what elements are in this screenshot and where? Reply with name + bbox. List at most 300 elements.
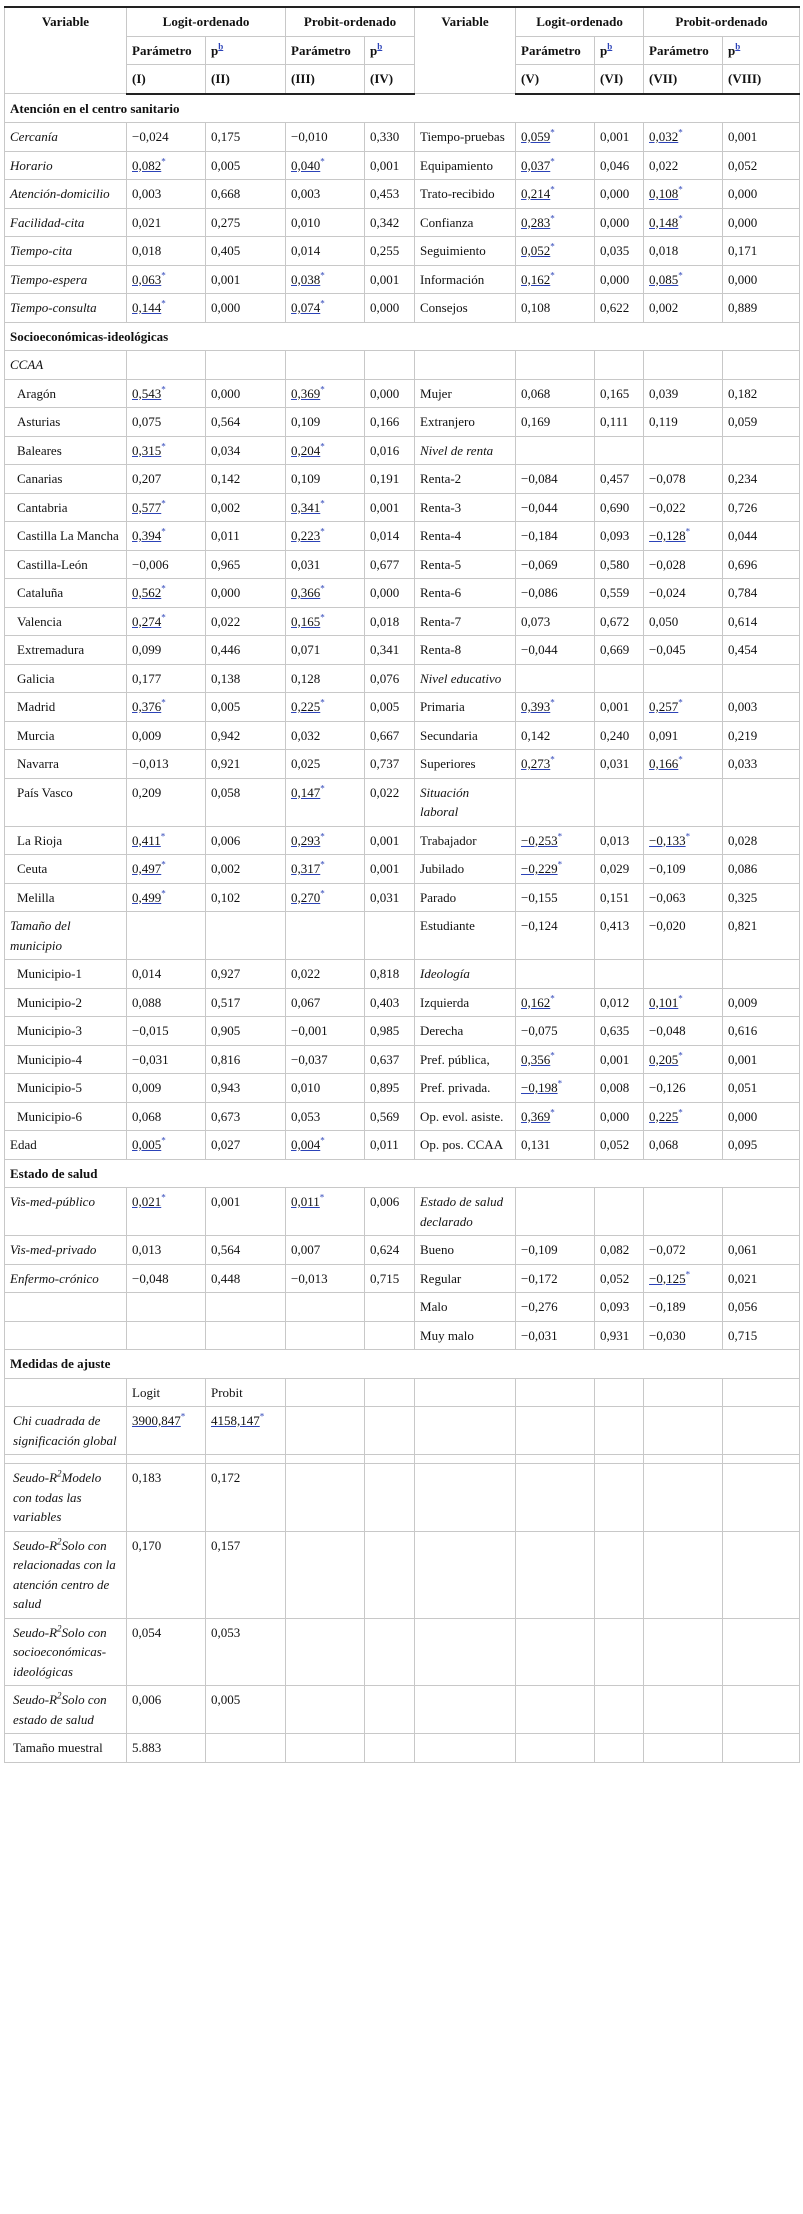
cell-value: 0,453 — [370, 186, 400, 201]
significance-star[interactable]: * — [161, 583, 166, 594]
value-cell-right — [516, 778, 595, 826]
value-cell-right — [516, 408, 595, 437]
cell-value: 0,622 — [600, 300, 630, 315]
value-cell-right — [595, 265, 644, 294]
cell-value: 0,342 — [370, 214, 400, 230]
value-cell-right — [595, 379, 644, 408]
value-cell-left — [206, 294, 286, 323]
significance-star[interactable]: * — [320, 697, 325, 708]
cell-value: 0,003 — [291, 186, 321, 201]
cell-value: 0,005 — [211, 157, 241, 173]
significance-star[interactable]: * — [550, 697, 555, 708]
cell-value: 0,171 — [728, 243, 758, 258]
value-cell-left — [286, 208, 365, 237]
cell-value: 0,341 — [370, 642, 400, 657]
significance-star[interactable]: * — [161, 298, 166, 309]
cell-value: 0,031 — [291, 556, 321, 572]
cell-value: 0,052 — [600, 1137, 630, 1152]
cell-value: 0,058 — [211, 784, 241, 800]
section-title: Atención en el centro sanitario — [5, 94, 800, 123]
fit-label — [5, 1734, 127, 1763]
value-cell-left — [206, 579, 286, 608]
cell-value: 0,207 — [132, 471, 162, 486]
cell-value: 0,088 — [132, 994, 162, 1010]
significance-star[interactable]: * — [320, 498, 325, 509]
value-cell-left — [127, 265, 206, 294]
value-cell-left — [127, 1321, 206, 1350]
value-cell-left — [286, 1102, 365, 1131]
significance-star[interactable]: * — [320, 384, 325, 395]
cell-value: 0,223 — [291, 528, 321, 543]
cell-value: 0,051 — [728, 1080, 758, 1095]
table-row — [5, 883, 800, 912]
significance-star[interactable]: * — [685, 1269, 691, 1280]
cell-value: 0,052 — [600, 1270, 630, 1286]
significance-star[interactable]: * — [550, 1107, 555, 1118]
cell-value: 0,007 — [291, 1242, 321, 1257]
value-cell-right — [723, 1188, 800, 1236]
significance-star[interactable]: * — [161, 526, 166, 537]
value-cell-right — [595, 855, 644, 884]
value-cell-right — [516, 750, 595, 779]
significance-star[interactable]: * — [320, 888, 325, 899]
variable-right: Primaria — [415, 693, 516, 722]
significance-star[interactable]: * — [550, 270, 555, 281]
fit-row — [5, 1464, 800, 1532]
value-cell-right — [595, 294, 644, 323]
superscript: 2 — [57, 1536, 62, 1547]
value-cell-left — [365, 180, 415, 209]
p-label: p — [728, 42, 736, 58]
table-row — [5, 294, 800, 323]
cell-value: 0,038 — [291, 271, 321, 287]
significance-star[interactable]: * — [685, 526, 691, 537]
significance-star[interactable]: * — [161, 612, 166, 623]
value-cell-left — [286, 550, 365, 579]
value-cell-left — [127, 636, 206, 665]
value-cell-left — [365, 607, 415, 636]
variable-right: Malo — [415, 1293, 516, 1322]
cell-value: 0,010 — [291, 1080, 321, 1095]
cell-value: 0,002 — [211, 861, 241, 876]
value-cell-right — [595, 1045, 644, 1074]
cell-value: 0,018 — [132, 243, 162, 258]
cell-value: −0,030 — [649, 1327, 686, 1343]
cell-value: 0,177 — [132, 670, 162, 686]
value-cell-left — [365, 379, 415, 408]
significance-star[interactable]: * — [557, 831, 563, 842]
value-cell-right — [723, 351, 800, 380]
variable-left: Enfermo-crónico — [5, 1264, 127, 1293]
fit-logit-value — [127, 1464, 206, 1532]
cell-value: 0,205 — [649, 1051, 679, 1067]
cell-value: 0,821 — [728, 918, 758, 933]
significance-star[interactable]: * — [320, 583, 325, 594]
value-cell-right — [644, 351, 723, 380]
significance-star[interactable]: * — [161, 156, 166, 167]
param-label: Parámetro — [649, 42, 709, 58]
value-cell-left — [286, 1264, 365, 1293]
value-cell-right — [516, 180, 595, 209]
table-row — [5, 1293, 800, 1322]
significance-star[interactable]: * — [161, 498, 166, 509]
fit-logit-value — [127, 1686, 206, 1734]
significance-star[interactable]: * — [320, 156, 325, 167]
significance-star[interactable]: * — [161, 384, 166, 395]
value-cell-right — [595, 912, 644, 960]
cell-value: −0,044 — [521, 499, 558, 515]
value-cell-left — [286, 522, 365, 551]
cell-value: −0,084 — [521, 471, 558, 486]
value-cell-left — [206, 1264, 286, 1293]
cell-value: 0,715 — [370, 1270, 400, 1286]
significance-star[interactable]: * — [320, 783, 325, 794]
value-cell-left — [127, 436, 206, 465]
cell-value: 0,108 — [521, 300, 551, 315]
cell-value: 0,182 — [728, 385, 758, 401]
significance-star[interactable]: * — [557, 859, 563, 870]
value-cell-right — [516, 1236, 595, 1265]
section-title: Estado de salud — [5, 1159, 800, 1188]
cell-value: −0,086 — [521, 585, 558, 600]
value-cell-left — [206, 465, 286, 494]
significance-star[interactable]: * — [550, 1050, 555, 1061]
significance-star[interactable]: * — [550, 993, 555, 1004]
cell-value: 0,172 — [211, 1470, 241, 1485]
significance-star[interactable]: * — [320, 270, 325, 281]
footnote-b-link[interactable]: b — [218, 41, 224, 52]
cell-value: −0,028 — [649, 556, 686, 572]
cell-value: 0,690 — [600, 499, 630, 515]
table-body — [5, 94, 800, 1763]
variable-right: Op. pos. CCAA — [415, 1131, 516, 1160]
variable-right — [415, 351, 516, 380]
value-cell-right — [723, 664, 800, 693]
value-cell-left — [206, 826, 286, 855]
cell-value: 0,257 — [649, 699, 679, 714]
empty-cell — [516, 1407, 595, 1455]
cell-value: 0,056 — [728, 1299, 758, 1314]
table-row — [5, 265, 800, 294]
significance-star[interactable]: * — [320, 612, 325, 623]
table-row — [5, 408, 800, 437]
col-num-7: (VII) — [644, 65, 723, 94]
value-cell-right — [516, 1045, 595, 1074]
cell-value: 0,003 — [132, 186, 162, 201]
cell-value: 0,074 — [291, 300, 321, 315]
value-cell-left — [286, 826, 365, 855]
value-cell-left — [286, 1131, 365, 1160]
cell-value: 0,002 — [649, 300, 679, 315]
value-cell-right — [516, 693, 595, 722]
significance-star[interactable]: * — [678, 184, 683, 195]
significance-star[interactable]: * — [161, 888, 166, 899]
cell-value: 0,191 — [370, 471, 400, 486]
cell-value: 0,054 — [132, 1624, 162, 1640]
cell-value: 0,726 — [728, 499, 758, 515]
significance-star[interactable]: * — [161, 697, 166, 708]
value-cell-right — [516, 123, 595, 152]
param-header-1 — [127, 36, 206, 65]
significance-star[interactable]: * — [161, 1192, 166, 1203]
value-cell-right — [723, 693, 800, 722]
cell-value: −0,015 — [132, 1023, 169, 1038]
significance-star[interactable]: * — [161, 270, 166, 281]
table-row — [5, 1321, 800, 1350]
value-cell-right — [723, 883, 800, 912]
value-cell-left — [365, 883, 415, 912]
significance-star[interactable]: * — [320, 1135, 325, 1146]
significance-star[interactable]: * — [161, 859, 166, 870]
table-row — [5, 237, 800, 266]
empty-cell — [286, 1407, 365, 1455]
significance-star[interactable]: * — [161, 441, 166, 452]
value-cell-right — [516, 636, 595, 665]
cell-value: 0,022 — [370, 784, 400, 800]
cell-value: 0,013 — [600, 832, 630, 848]
significance-star[interactable]: * — [161, 1135, 166, 1146]
significance-star[interactable]: * — [550, 184, 555, 195]
variable-right: Renta-6 — [415, 579, 516, 608]
section-header — [5, 1350, 800, 1379]
empty-cell — [415, 1455, 516, 1464]
variable-right: Nivel educativo — [415, 664, 516, 693]
value-cell-left — [206, 1131, 286, 1160]
significance-star[interactable]: * — [550, 213, 555, 224]
significance-star[interactable]: * — [550, 754, 555, 765]
cell-value: 0,669 — [600, 642, 630, 657]
value-cell-left — [365, 522, 415, 551]
value-cell-right — [644, 778, 723, 826]
fit-row — [5, 1618, 800, 1686]
value-cell-right — [644, 664, 723, 693]
variable-right: Op. evol. asiste. — [415, 1102, 516, 1131]
value-cell-right — [595, 960, 644, 989]
variable-left: Tiempo-cita — [5, 237, 127, 266]
value-cell-right — [723, 265, 800, 294]
significance-star[interactable]: * — [678, 697, 683, 708]
value-cell-left — [127, 607, 206, 636]
cell-value: 0,001 — [370, 157, 400, 173]
cell-value: −0,109 — [649, 861, 686, 876]
cell-value: 0,022 — [291, 966, 321, 981]
empty-cell — [415, 1378, 516, 1407]
cell-value: 0,021 — [132, 1194, 162, 1209]
cell-value: 0,009 — [132, 1080, 162, 1095]
value-cell-right — [595, 721, 644, 750]
results-table — [4, 6, 800, 1763]
value-cell-left — [286, 778, 365, 826]
empty-cell — [286, 1464, 365, 1532]
value-cell-left — [286, 607, 365, 636]
value-cell-left — [365, 826, 415, 855]
cell-value: −0,198 — [521, 1080, 558, 1095]
significance-star[interactable]: * — [550, 127, 555, 138]
significance-star[interactable]: * — [678, 1050, 683, 1061]
param-header-3 — [516, 36, 595, 65]
value-cell-left — [206, 265, 286, 294]
value-cell-right — [723, 1293, 800, 1322]
variable-left: La Rioja — [5, 826, 127, 855]
table-row — [5, 721, 800, 750]
value-cell-right — [516, 265, 595, 294]
superscript: 2 — [57, 1468, 62, 1479]
significance-star[interactable]: * — [685, 831, 691, 842]
empty-cell — [723, 1734, 800, 1763]
cell-value: 0,108 — [649, 186, 679, 201]
empty-cell — [595, 1618, 644, 1686]
significance-star[interactable]: * — [320, 441, 325, 452]
value-cell-left — [365, 912, 415, 960]
value-cell-right — [644, 1188, 723, 1236]
variable-right: Confianza — [415, 208, 516, 237]
cell-value: 0,011 — [211, 528, 240, 543]
variable-right: Renta-2 — [415, 465, 516, 494]
value-cell-left — [365, 579, 415, 608]
fit-columns-row — [5, 1378, 800, 1407]
value-cell-right — [516, 294, 595, 323]
cell-value: −0,001 — [291, 1023, 328, 1038]
significance-star[interactable]: * — [550, 241, 555, 252]
cell-value: 0,889 — [728, 300, 758, 315]
cell-value: −0,126 — [649, 1080, 686, 1095]
significance-star[interactable]: * — [320, 526, 325, 537]
value-cell-left — [286, 379, 365, 408]
cell-value: 0,330 — [370, 129, 400, 144]
value-cell-left — [365, 1017, 415, 1046]
significance-star[interactable]: * — [320, 859, 325, 870]
cell-value: 0,166 — [370, 414, 400, 429]
cell-value: 0,366 — [291, 585, 321, 600]
value-cell-right — [595, 208, 644, 237]
significance-star[interactable]: * — [678, 993, 683, 1004]
significance-star[interactable]: * — [259, 1411, 265, 1422]
empty-cell — [365, 1378, 415, 1407]
footnote-b-link[interactable]: b — [377, 41, 383, 52]
variable-right: Información — [415, 265, 516, 294]
value-cell-right — [723, 465, 800, 494]
significance-star[interactable]: * — [319, 1192, 325, 1203]
significance-star[interactable]: * — [557, 1078, 563, 1089]
variable-left: Municipio-4 — [5, 1045, 127, 1074]
significance-star[interactable]: * — [160, 831, 166, 842]
cell-value: −0,229 — [521, 861, 558, 876]
significance-star[interactable]: * — [678, 1107, 683, 1118]
cell-value: −0,044 — [521, 642, 558, 657]
col-num-8: (VIII) — [723, 65, 800, 94]
significance-star[interactable]: * — [678, 127, 683, 138]
significance-star[interactable]: * — [320, 831, 325, 842]
logit-header-left: Logit-ordenado — [127, 7, 286, 36]
cell-value: 0,240 — [600, 727, 630, 743]
table-row — [5, 826, 800, 855]
value-cell-right — [644, 379, 723, 408]
cell-value: 0,000 — [728, 1108, 758, 1124]
superscript: 2 — [57, 1623, 62, 1634]
table-row — [5, 180, 800, 209]
value-cell-left — [286, 1045, 365, 1074]
value-cell-left — [365, 265, 415, 294]
cell-value: 0,635 — [600, 1023, 630, 1038]
value-cell-right — [516, 208, 595, 237]
empty-cell — [644, 1618, 723, 1686]
cell-value: 0,001 — [370, 832, 400, 848]
value-cell-left — [206, 237, 286, 266]
cell-value: 0,394 — [132, 528, 162, 543]
value-cell-right — [516, 1264, 595, 1293]
fit-logit-value — [127, 1618, 206, 1686]
empty-cell — [516, 1686, 595, 1734]
variable-left: Baleares — [5, 436, 127, 465]
value-cell-left — [365, 1074, 415, 1103]
value-cell-right — [644, 208, 723, 237]
param-label: Parámetro — [291, 42, 351, 58]
cell-value: 0,000 — [600, 186, 630, 201]
value-cell-right — [644, 436, 723, 465]
value-cell-left — [365, 436, 415, 465]
variable-left: Facilidad-cita — [5, 208, 127, 237]
value-cell-right — [644, 550, 723, 579]
empty-cell — [286, 1734, 365, 1763]
significance-star[interactable]: * — [180, 1411, 186, 1422]
footnote-b-link[interactable]: b — [735, 41, 741, 52]
cell-value: 0,111 — [600, 414, 629, 429]
cell-value: 0,204 — [291, 442, 321, 458]
variable-left: Valencia — [5, 607, 127, 636]
variable-left: Murcia — [5, 721, 127, 750]
empty-cell — [723, 1618, 800, 1686]
p-header-2 — [365, 36, 415, 65]
cell-value: −0,075 — [521, 1023, 558, 1038]
cell-value: 0,000 — [600, 1108, 630, 1124]
value-cell-left — [365, 123, 415, 152]
significance-star[interactable]: * — [550, 156, 555, 167]
empty-cell — [644, 1686, 723, 1734]
footnote-b-link[interactable]: b — [607, 41, 613, 52]
significance-star[interactable]: * — [678, 213, 683, 224]
significance-star[interactable]: * — [678, 754, 683, 765]
value-cell-right — [516, 607, 595, 636]
value-cell-left — [127, 1236, 206, 1265]
value-cell-left — [286, 855, 365, 884]
value-cell-left — [365, 750, 415, 779]
variable-left: Municipio-3 — [5, 1017, 127, 1046]
table-row — [5, 693, 800, 722]
value-cell-right — [723, 636, 800, 665]
cell-value: 0,147 — [291, 784, 321, 800]
value-cell-left — [365, 960, 415, 989]
cell-value: 0,093 — [600, 1299, 630, 1314]
value-cell-right — [516, 579, 595, 608]
cell-value: 0,569 — [370, 1108, 400, 1124]
variable-left: Vis-med-privado — [5, 1236, 127, 1265]
value-cell-left — [127, 1017, 206, 1046]
cell-value: 0,457 — [600, 471, 630, 486]
empty-cell — [644, 1734, 723, 1763]
p-header-3 — [595, 36, 644, 65]
value-cell-left — [365, 1045, 415, 1074]
value-cell-right — [644, 522, 723, 551]
significance-star[interactable]: * — [320, 298, 325, 309]
cell-value: −0,063 — [649, 889, 686, 905]
significance-star[interactable]: * — [678, 270, 683, 281]
value-cell-right — [595, 1321, 644, 1350]
table-row — [5, 465, 800, 494]
value-cell-right — [644, 465, 723, 494]
variable-left: Aragón — [5, 379, 127, 408]
fit-probit-value — [206, 1407, 286, 1455]
table-row — [5, 1236, 800, 1265]
